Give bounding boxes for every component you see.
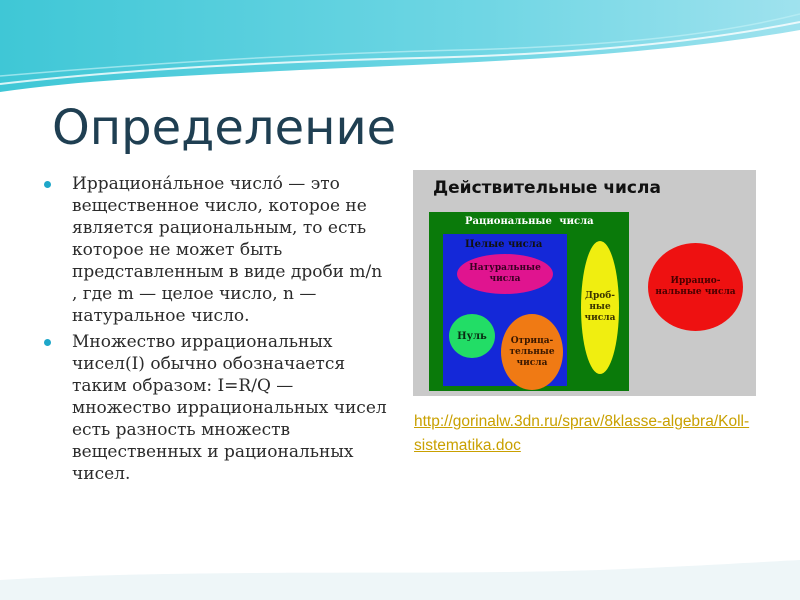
zero-label: Нуль xyxy=(457,330,487,342)
slide-title: Определение xyxy=(52,100,397,156)
rational-numbers-label: Рациональные числа xyxy=(465,216,594,227)
bullet-item xyxy=(44,331,389,485)
negative-numbers-label: Отрица-тельные числа xyxy=(509,335,555,368)
footer-wave-decoration xyxy=(0,550,800,600)
integer-numbers-box xyxy=(443,234,567,386)
source-link[interactable]: http://gorinalw.3dn.ru/sprav/8klasse-algebra/Koll-sistematika.doc xyxy=(414,413,750,454)
bullet-dot-icon xyxy=(44,181,51,188)
natural-numbers-label: Натуральные числа xyxy=(469,263,541,284)
bullet-text: Множество иррациональных чисел(I) обычно обозначается таким образом: I=R/Q — множество иррациональных чисел есть разность множеств вещественных и рациональных чисел. xyxy=(72,332,387,484)
number-sets-diagram xyxy=(413,170,756,396)
fraction-numbers-label: Дроб-ные числа xyxy=(584,291,616,323)
integer-numbers-label: Целые числа xyxy=(465,239,543,250)
bullet-dot-icon xyxy=(44,339,51,346)
fraction-numbers-oval xyxy=(581,241,619,374)
bullet-text: Иррациона́льное число́ — это вещественное число, которое не является рациональным, то есть которое не может быть представленным в виде дроби m/n , где m — целое число, n — натуральное число. xyxy=(72,174,383,326)
irrational-numbers-label: Иррацио-нальные числа xyxy=(655,276,736,297)
zero-circle xyxy=(449,314,495,358)
diagram-title: Действительные числа xyxy=(433,178,661,198)
bullet-list xyxy=(44,173,389,489)
natural-numbers-oval xyxy=(457,254,553,294)
bullet-item xyxy=(44,173,389,327)
irrational-numbers-oval xyxy=(648,243,743,331)
header-wave-decoration xyxy=(0,0,800,95)
negative-numbers-oval xyxy=(501,314,563,390)
